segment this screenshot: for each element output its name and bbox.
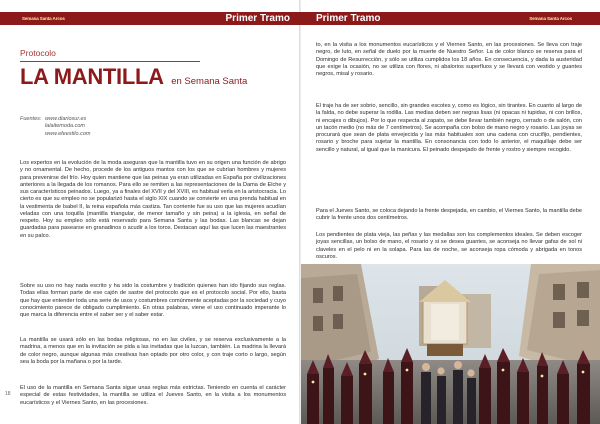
left-header-section: Primer Tramo [225,13,290,24]
right-header-section: Primer Tramo [316,13,381,24]
left-paragraph-1: Los expertos en la evolución de la moda aseguran que la mantilla tuvo en su origen una función de abrigo y no ornamental. De hecho, procede de los antiguos mantos con los que se cubrían hombres y mujeres para prevenirse del frío. Hoy quien mantiene que las peinas ya eran utilizadas en España por civilizaciones anteriores a la llegada de los romanos. Para ello se remiten a las representaciones de la Dama de Elche y sus característicos peinados. Luego, ya a finales del XVII y del XVIII, es habitual verla en la aristocracia. Lo cierto es que su empleo no se popularizó hasta el siglo XIX cuando se convierte en una prenda habitual en la vestimenta de Isabel II, la reina española más castiza. Tan corriente fue su uso que las mujeres acudían veladas con una toquilla (mantilla triangular, de menor tamaño y sin peina) a la iglesia, en señal de respeto. Hoy su empleo sólo está reservado para Semana Santa y las bodas. Las blancas se dejan guardadas para pasearse en granadinos o acudir a los toros. Destacan aquí las que lucen las maestrantes en su palco. [20,160,286,239]
right-paragraph-1: to, en la visita a los monumentos eucarísticos y el Viernes Santo, en las procesiones. Se lleva con traje negro, de luto, en señal de duelo por la muerte de Nuestro Señor. La de color blanco se reserva para el Domingo de Resurrección, y sólo se utiliza cumplidos los 18 años. En consecuencia, y dada la austeridad que exige la ocasión, no se utiliza con flores, ni abalorios superfluos y se llevará con vestido y guantes negros, misal y rosario. [316,42,582,77]
right-header-brand: Semana Santa Arcos [529,16,572,21]
left-paragraph-2: Sobre su uso no hay nada escrito y ha sido la costumbre y tradición quienes han ido fijando sus reglas. Todas ellas forman parte de ese cajón de sastre del protocolo que es el protocolo social. Por ello, basta que hay que entender toda una serie de usos y costumbres comúnmente aceptadas por la sociedad y cuyo conocimiento parece de obligado cumplimiento. En otras palabras, viene el uso continuado imperante lo que marca la diferencia entre el saber ser y el saber estar. [20,283,286,318]
left-paragraph-4: El uso de la mantilla en Semana Santa sigue unas reglas más estrictas. Teniendo en cuenta el carácter especial de estas festividades, la mantilla se utiliza el Jueves Santo, en la visita a los monumentos eucarísticos y el Viernes Santo, en las procesiones. [20,385,286,406]
procession-photo [301,264,600,424]
article-title-block [20,48,290,89]
right-paragraph-3: Para el Jueves Santo, se coloca dejando la frente despejada, en cambio, el Viernes Santo, la mantilla debe cubrir la frente unos dos centímetros. [316,208,582,222]
kicker-rule [20,61,200,62]
article-sources [20,116,90,138]
right-header-bar [300,12,600,25]
article-kicker: Protocolo [20,48,56,58]
source-item: www.efeestilo.com [44,130,91,137]
left-paragraph-3: La mantilla se usará sólo en las bodas religiosas, no en las civiles, y se reserva exclusivamente a la madrina, a menos que en la invitación se pida a las invitadas que la luzcan, también. La madrina la llevará de color negro, aunque algunas más creativas han optado por otro color, y con traje corto o largo, según sea la boda por la mañana o por la tarde. [20,337,286,365]
sources-label: Fuentes: [20,116,42,122]
left-header-bar [0,12,300,25]
source-item: lalaitemoda.com [44,123,85,130]
article-title-main: LA MANTILLA [20,64,164,89]
page-number: 18 [5,391,11,397]
right-paragraph-4: Los pendientes de plata vieja, las peñas y las medallas son los complementos ideales. Se deben escoger joyas sencillas, un bolso de mano, el rosario y si se desea guantes, se aconseja no llevar gafas de sol ni claveles en el pelo ni en la solapa. Para las de noche, se aconseja ropa cómoda y abrigada en tonos oscuros. [316,232,582,260]
procession-photo-illustration [301,264,600,424]
article-title-suffix: en Semana Santa [171,76,248,87]
left-header-brand: Semana Santa Arcos [22,16,65,21]
right-paragraph-2: El traje ha de ser sobrio, sencillo, sin grandes escotes y, como es lógico, sin tirantes. En cuanto al largo de la falda, no debe superar la rodilla. Las medias deben ser negras lisas (ni opacas ni tupidas, ni con brillos, ni encajes o dibujos). Por lo que respecta al zapato, se debe llevar también negro, cerrado o de salón, con un tacón medio (no más de 7 centímetros). Se acompaña con bolso de mano negro y rosario. Las joyas se procurará que sean de plata envejecida y las más habituales son una cadena con crucifijo, pendientes, rosario y broche para sujetar la mantilla. En consonancia con todo lo anterior, el maquillaje debe ser sencillo y natural, al igual que la manicura. El peinado despejado de frente y rostro y siempre recogido. [316,103,582,153]
source-item: www.diariosur.es [44,116,87,122]
article-title [20,64,247,90]
